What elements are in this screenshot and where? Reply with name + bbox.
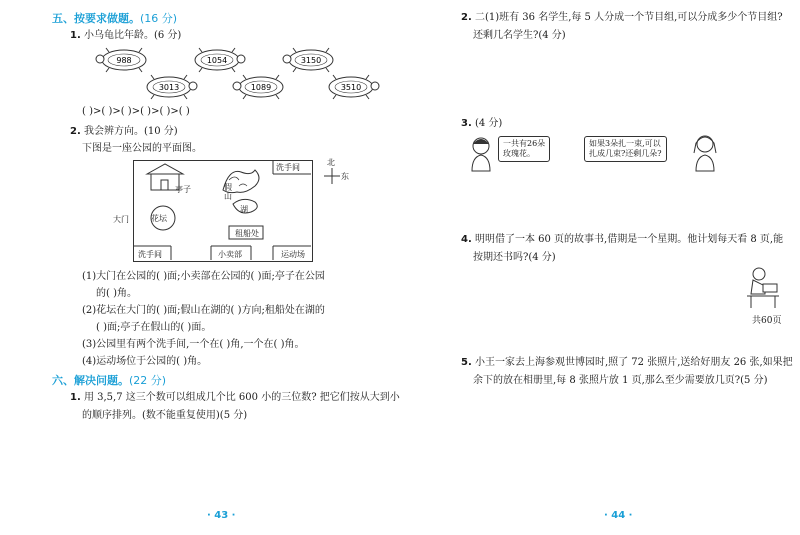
question-text: 小乌龟比年龄。(6 分) xyxy=(83,30,182,41)
right-question-3 xyxy=(461,116,502,131)
boy-speech-bubble xyxy=(498,136,550,162)
boy-icon xyxy=(466,135,496,173)
right-question-2-line2: 还剩几名学生?(4 分) xyxy=(473,30,566,41)
question-number: 1. xyxy=(70,30,81,41)
section6-title: 六、解决问题。 xyxy=(52,374,129,387)
question-number: 4. xyxy=(461,234,472,245)
direction-line-3[interactable]: (2)花坛在大门的( )面;假山在湖的( )方向;租船处在湖的 xyxy=(82,305,325,316)
bubble-line: 扎成几束?还剩几朵? xyxy=(589,149,662,158)
section5-title: 五、按要求做题。 xyxy=(52,12,140,25)
section6-points: (22 分) xyxy=(129,374,167,387)
question-1 xyxy=(70,28,181,43)
question-text: 二(1)班有 36 名学生,每 5 人分成一个节目组,可以分成多少个节目组? xyxy=(474,12,783,23)
direction-line-5[interactable]: (3)公园里有两个洗手间,一个在( )角,一个在( )角。 xyxy=(82,339,305,350)
problem-1-line2: 的顺序排列。(数不能重复使用)(5 分) xyxy=(82,410,248,421)
direction-line-2[interactable]: 的( )角。 xyxy=(96,288,137,299)
question-number: 3. xyxy=(461,118,472,129)
map-sports-field: 运动场 xyxy=(281,250,305,259)
map-boat-rental: 租船处 xyxy=(235,229,259,238)
page-number-left: · 43 · xyxy=(207,510,236,521)
bubble-line: 一共有26朵 xyxy=(503,139,546,148)
direction-line-6[interactable]: (4)运动场位于公园的( )角。 xyxy=(82,356,208,367)
turtle-age: 1054 xyxy=(206,56,228,65)
question-number: 2. xyxy=(70,126,81,137)
turtle-age: 1089 xyxy=(250,83,272,92)
map-intro: 下图是一座公园的平面图。 xyxy=(82,143,202,154)
turtle-age: 988 xyxy=(116,56,132,65)
question-number: 5. xyxy=(461,357,472,368)
question-text: 小王一家去上海参观世博园时,照了 72 张照片,送给好朋友 26 张,如果把 xyxy=(474,357,793,368)
compass-east: 东 xyxy=(341,172,349,181)
map-lake: 湖 xyxy=(240,205,248,214)
bubble-line: 如果3朵扎一束,可以 xyxy=(589,139,661,148)
map-washroom-bottom: 洗手间 xyxy=(138,250,162,259)
right-question-4 xyxy=(461,232,783,247)
question-text: 用 3,5,7 这三个数可以组成几个比 600 小的三位数? 把它们按从大到小 xyxy=(83,392,400,403)
map-rockery: 假山 xyxy=(224,183,232,201)
question-text: (4 分) xyxy=(474,118,503,129)
compass-north: 北 xyxy=(327,158,335,167)
turtle-answer-blanks[interactable]: ( )>( )>( )>( )>( )>( ) xyxy=(82,106,190,117)
turtle-4 xyxy=(140,73,198,105)
turtle-6 xyxy=(322,73,380,105)
turtle-5 xyxy=(232,73,290,105)
direction-line-4[interactable]: ( )面;亭子在假山的( )面。 xyxy=(96,322,212,333)
question-2 xyxy=(70,124,178,139)
book-pages-caption: 共60页 xyxy=(752,316,782,326)
direction-line-1[interactable]: (1)大门在公园的( )面;小卖部在公园的( )面;亭子在公园 xyxy=(82,271,325,282)
map-flower-bed: 花坛 xyxy=(151,214,167,223)
park-map-drawing xyxy=(133,160,313,262)
question-number: 2. xyxy=(461,12,472,23)
turtle-age: 3150 xyxy=(300,56,322,65)
problem-1 xyxy=(70,390,400,405)
map-gate: 大门 xyxy=(113,215,129,224)
page-number-right: · 44 · xyxy=(604,510,633,521)
section5-points: (16 分) xyxy=(140,12,178,25)
section5-heading xyxy=(52,10,177,26)
right-question-5 xyxy=(461,355,793,370)
question-text: 明明借了一本 60 页的故事书,借期是一个星期。他计划每天看 8 页,能 xyxy=(474,234,784,245)
question-text: 我会辨方向。(10 分) xyxy=(83,126,178,137)
girl-icon xyxy=(690,133,720,173)
turtle-age: 3013 xyxy=(158,83,180,92)
right-question-5-line2: 余下的放在相册里,每 8 张照片放 1 页,那么至少需要放几页?(5 分) xyxy=(473,375,768,386)
reading-child-icon xyxy=(745,266,781,310)
bubble-line: 玫瑰花。 xyxy=(503,149,535,158)
right-question-4-line2: 按期还书吗?(4 分) xyxy=(473,252,556,263)
map-kiosk: 小卖部 xyxy=(218,250,242,259)
right-question-2 xyxy=(461,10,783,25)
map-pavilion: 亭子 xyxy=(175,185,191,194)
question-number: 1. xyxy=(70,392,81,403)
compass-icon xyxy=(322,166,342,186)
girl-speech-bubble xyxy=(584,136,667,162)
turtle-age: 3510 xyxy=(340,83,362,92)
map-washroom-top: 洗手间 xyxy=(276,163,300,172)
section6-heading xyxy=(52,372,166,388)
